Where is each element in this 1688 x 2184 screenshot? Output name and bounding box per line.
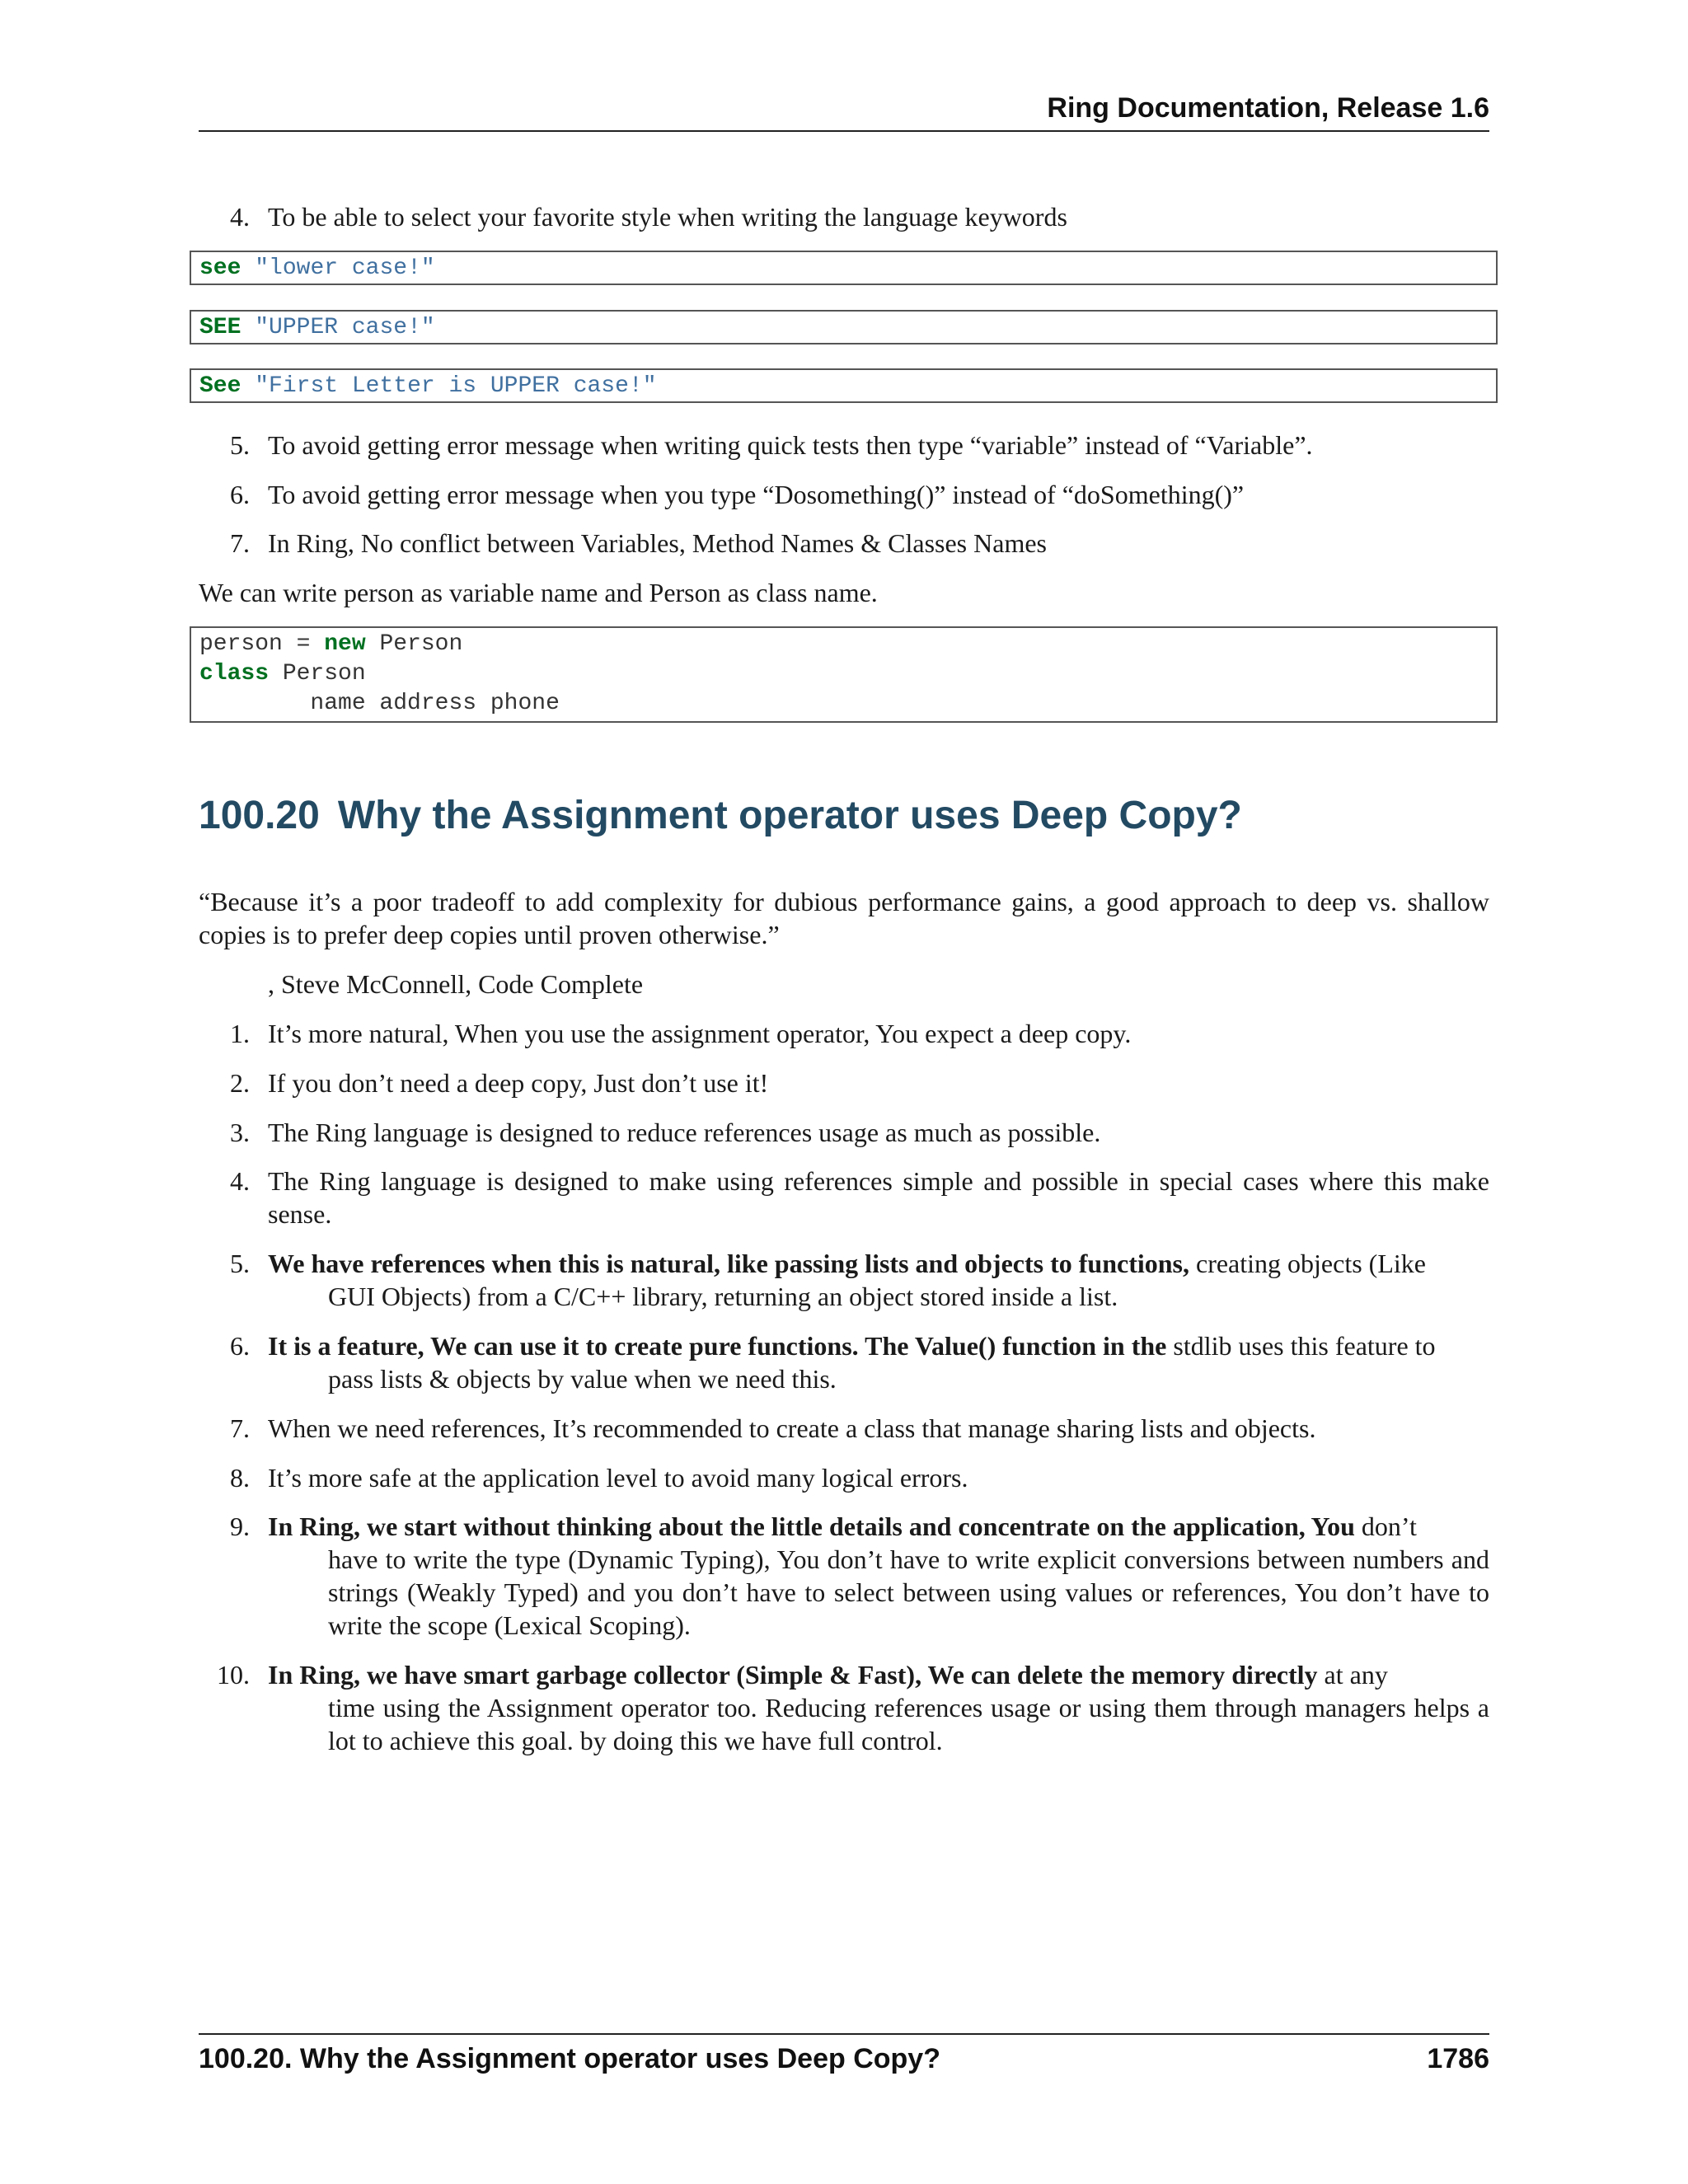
list-number: 7.: [230, 1413, 250, 1443]
list-text: To be able to select your favorite style when writing the language keywords: [268, 202, 1067, 232]
quote: “Because it’s a poor tradeoff to add complexity for dubious performance gains, a good approach to deep vs. shallow copies is to prefer deep copies until proven otherwise.”: [199, 887, 1489, 949]
list-number: 5.: [230, 1249, 250, 1278]
list-number: 10.: [217, 1660, 250, 1690]
code-text: Person: [365, 631, 463, 657]
list-text: The Ring language is designed to make using references simple and possible in special cases where this make sense.: [268, 1166, 1489, 1229]
code-text: Person: [269, 661, 366, 687]
list-text-rest: at any: [1317, 1660, 1388, 1690]
list-number: 6.: [230, 480, 250, 509]
list-text: It’s more natural, When you use the assignment operator, You expect a deep copy.: [268, 1019, 1132, 1048]
footer-section-title: 100.20. Why the Assignment operator uses Deep Copy?: [199, 2043, 940, 2074]
code-keyword: new: [324, 631, 366, 657]
list-text: It’s more safe at the application level to avoid many logical errors.: [268, 1463, 968, 1493]
list-text-rest: don’t: [1354, 1511, 1417, 1541]
list-number: 9.: [230, 1511, 250, 1541]
list-text-bold: In Ring, we start without thinking about the little details and concentrate on the application, You: [268, 1511, 1355, 1541]
code-text: person =: [199, 631, 325, 657]
list-number: 8.: [230, 1463, 250, 1493]
list-text: To avoid getting error message when writing quick tests then type “variable” instead of “Variable”.: [268, 430, 1313, 460]
list-number: 7.: [230, 528, 250, 558]
list-number: 4.: [230, 1166, 250, 1196]
list-text-bold: In Ring, we have smart garbage collector (Simple & Fast), We can delete the memory directly: [268, 1660, 1318, 1690]
code-text: name address phone: [199, 691, 560, 716]
list-text: If you don’t need a deep copy, Just don’t use it!: [268, 1068, 769, 1098]
list-text-continued: GUI Objects) from a C/C++ library, returning an object stored inside a list.: [328, 1282, 1118, 1311]
section-number: 100.20: [199, 794, 320, 837]
list-number: 1.: [230, 1019, 250, 1048]
list-number: 3.: [230, 1118, 250, 1147]
list-text-bold: We have references when this is natural, like passing lists and objects to functions,: [268, 1249, 1189, 1278]
paragraph: We can write person as variable name and Person as class name.: [199, 578, 878, 607]
code-keyword: SEE: [199, 315, 241, 340]
list-text: When we need references, It’s recommended to create a class that manage sharing lists and objects.: [268, 1413, 1316, 1443]
code-keyword: see: [199, 255, 241, 281]
footer-rule: [199, 2033, 1489, 2035]
page-number: 1786: [1427, 2043, 1489, 2074]
list-text: [268, 1658, 1489, 1757]
header-rule: [199, 130, 1489, 132]
code-keyword: class: [199, 661, 270, 687]
list-text-continued: pass lists & objects by value when we need this.: [328, 1364, 837, 1394]
attribution: , Steve McConnell, Code Complete: [268, 969, 644, 999]
section-title-text: Why the Assignment operator uses Deep Copy?: [337, 794, 1242, 837]
section-title: [199, 793, 1242, 838]
code-string: "lower case!": [255, 255, 435, 281]
list-text: [268, 1329, 1489, 1395]
header-title: Ring Documentation, Release 1.6: [1047, 92, 1489, 124]
code-keyword: See: [199, 373, 241, 399]
code-string: "First Letter is UPPER case!": [255, 373, 657, 399]
list-number: 4.: [230, 202, 250, 232]
list-number: 2.: [230, 1068, 250, 1098]
code-block-lower: [190, 251, 1498, 285]
list-text-rest: creating objects (Like: [1189, 1249, 1426, 1278]
list-text: [268, 1247, 1489, 1313]
list-text: In Ring, No conflict between Variables, Method Names & Classes Names: [268, 528, 1047, 558]
list-text-continued: have to write the type (Dynamic Typing), You don’t have to write explicit conversions between numbers and strings (Weakly Typed) and you don’t have to select between using values or references, You don’t have to write the scope (Lexical Scoping).: [328, 1544, 1489, 1640]
list-text-bold: It is a feature, We can use it to create pure functions. The Value() function in the: [268, 1331, 1167, 1361]
list-text: The Ring language is designed to reduce references usage as much as possible.: [268, 1118, 1101, 1147]
list-text: [268, 1510, 1489, 1642]
code-block-first-letter: [190, 368, 1498, 403]
list-text-continued: time using the Assignment operator too. Reducing references usage or using them through managers helps a lot to achieve this goal. by doing this we have full control.: [328, 1693, 1489, 1755]
list-number: 5.: [230, 430, 250, 460]
code-block-person: [190, 626, 1498, 723]
code-block-upper: [190, 310, 1498, 344]
list-text: To avoid getting error message when you type “Dosomething()” instead of “doSomething()”: [268, 480, 1245, 509]
code-string: "UPPER case!": [255, 315, 435, 340]
list-text-rest: stdlib uses this feature to: [1166, 1331, 1436, 1361]
list-number: 6.: [230, 1331, 250, 1361]
